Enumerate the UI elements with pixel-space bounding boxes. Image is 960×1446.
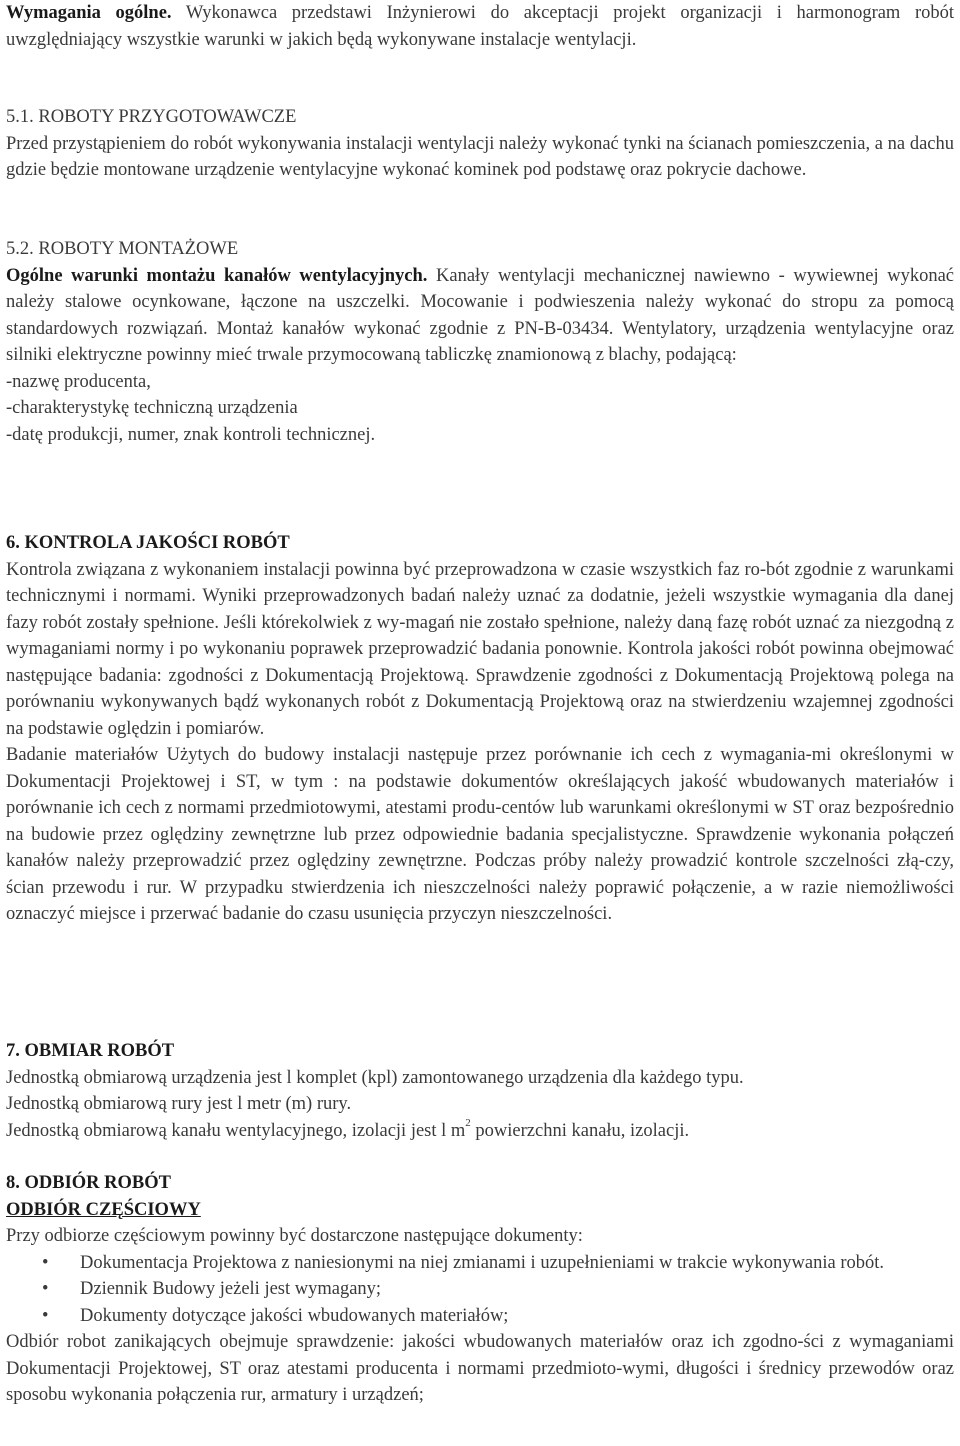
section-5-2-paragraph (6, 263, 954, 369)
section-5-2-subheading: Ogólne warunki montażu kanałów wentylacyjnych. (6, 265, 428, 286)
section-7-line-2: Jednostką obmiarową rury jest l metr (m) rury. (6, 1094, 352, 1114)
general-requirements-paragraph (6, 0, 954, 53)
nameplate-item: -nazwę producenta, (6, 371, 151, 392)
section-7-line-1: Jednostką obmiarową urządzenia jest l komplet (kpl) zamontowanego urządzenia dla każdego typu. (6, 1067, 744, 1088)
section-6-heading: 6. KONTROLA JAKOŚCI ROBÓT (6, 533, 290, 553)
section-5-1-text: Przed przystąpieniem do robót wykonywania instalacji wentylacji należy wykonać tynki na ścianach pomieszczenia, a na dachu gdzie będzie montowane urządzenie wentylacyjne wykonać kominek pod podstawę oraz pokrycie dachowe. (6, 133, 954, 180)
section-5-2-text: Kanały wentylacji mechanicznej nawiewno - wywiewnej wykonać należy stalowe ocynkowane, łączone na uszczelki. Mocowanie i podwieszenia należy wykonać do stropu za pomocą standardowych rozwiązań. Montaż kanałów wykonać zgodnie z PN-B-03434. Wentylatory, urządzenia wentylacyjne oraz silniki elektryczne powinny mieć trwale przymocowaną tabliczkę znamionową z blachy, podającą: (6, 265, 955, 365)
section-8-intro: Przy odbiorze częściowym powinny być dostarczone następujące dokumenty: (6, 1226, 583, 1246)
section-7 (6, 1038, 954, 1144)
section-8 (6, 1170, 954, 1409)
section-7-line-3-sup: 2 (465, 1117, 471, 1130)
section-8-closing: Odbiór robot zanikających obejmuje sprawdzenie: jakości wbudowanych materiałów oraz ich zgodno-ści z wymaganiami Dokumentacji Projektowej, ST oraz atestami producenta i normami przedmioto-wymi, długości i średnicy przewodów oraz sposobu wykonania połączenia rur, armatury i urządzeń; (6, 1332, 954, 1405)
bullet-text: Dziennik Budowy jeżeli jest wymagany; (80, 1279, 382, 1299)
nameplate-item: -charakterystykę techniczną urządzenia (6, 398, 298, 418)
section-7-line-3-b: powierzchni kanału, izolacji. (470, 1120, 690, 1141)
section-8-bullet-list (6, 1250, 954, 1330)
section-7-heading: 7. OBMIAR ROBÓT (6, 1041, 175, 1061)
section-7-line-3-a: Jednostką obmiarową kanału wentylacyjnego, izolacji jest l m (6, 1120, 466, 1141)
section-6-paragraph-1: Kontrola związana z wykonaniem instalacji powinna być przeprowadzona w czasie wszystkich faz ro-bót zgodnie z warunkami technicznymi i normami. Wyniki przeprowadzonych badań należy uznać za dodatnie, jeżeli wszystkie wymagania dla danej fazy robót zostały spełnione. Jeśli którekolwiek z wy-magań nie zostało spełnione, należy daną fazę robót uznać za niezgodną z wymaganiami normy i po wykonaniu poprawek przeprowadzić badania ponownie. Kontrola jakości robót powinna obejmować następujące badania: zgodności z Dokumentacją Projektową. Sprawdzenie zgodności z Dokumentacją Projektową polega na porównaniu wykonywanych bądź wykonanych robót z Dokumentacją Projektową oraz na stwierdzeniu wzajemnej zgodności na podstawie oględzin i pomiarów. (6, 559, 954, 739)
bullet-item (6, 1250, 954, 1277)
section-6-paragraph-2: Badanie materiałów Użytych do budowy instalacji następuje przez porównanie ich cech z wymagania-mi określonymi w Dokumentacji Projektowej i ST, w tym : na podstawie dokumentów określających jakość wbudowanych materiałów i porównanie ich cech z normami przedmiotowymi, atestami produ-centów lub warunkami określonymi w ST oraz bezpośrednio na budowie przez oględziny zewnętrzne lub przez odpowiednie badania specjalistyczne. Sprawdzenie wykonania połączeń kanałów należy przeprowadzić przez oględziny zewnętrzne. Podczas próby należy prowadzić kontrole szczelności złą-czy, ścian przewodu i rur. W przypadku stwierdzenia ich nieszczelności należy poprawić połączenie, a w razie niemożliwości oznaczyć miejsce i przerwać badanie do czasu usunięcia przyczyn nieszczelności. (6, 745, 954, 924)
section-6 (6, 530, 954, 928)
section-8-heading: 8. ODBIÓR ROBÓT (6, 1173, 171, 1193)
section-5-2 (6, 236, 954, 448)
bullet-icon: • (42, 1305, 49, 1326)
general-requirements-text: Wykonawca przedstawi Inżynierowi do akceptacji projekt organizacji i harmonogram robót uwzględniający wszystkie warunki w jakich będą wykonywane instalacje wentylacji. (6, 3, 954, 50)
section-5-2-heading: 5.2. ROBOTY MONTAŻOWE (6, 239, 239, 259)
section-5-1 (6, 104, 954, 184)
bullet-icon: • (42, 1279, 49, 1299)
bullet-text: Dokumentacja Projektowa z naniesionymi na niej zmianami i uzupełnieniami w trakcie wykonywania robót. (80, 1252, 885, 1273)
bullet-item (6, 1303, 954, 1330)
bullet-item (6, 1276, 954, 1303)
section-5-1-heading: 5.1. ROBOTY PRZYGOTOWAWCZE (6, 107, 297, 127)
bullet-icon: • (42, 1252, 49, 1273)
section-7-line-3 (6, 1118, 954, 1145)
general-requirements-heading: Wymagania ogólne. (6, 3, 172, 23)
bullet-text: Dokumenty dotyczące jakości wbudowanych materiałów; (80, 1305, 509, 1326)
section-8-subheading: ODBIÓR CZĘŚCIOWY (6, 1199, 201, 1220)
nameplate-item: -datę produkcji, numer, znak kontroli technicznej. (6, 424, 376, 445)
